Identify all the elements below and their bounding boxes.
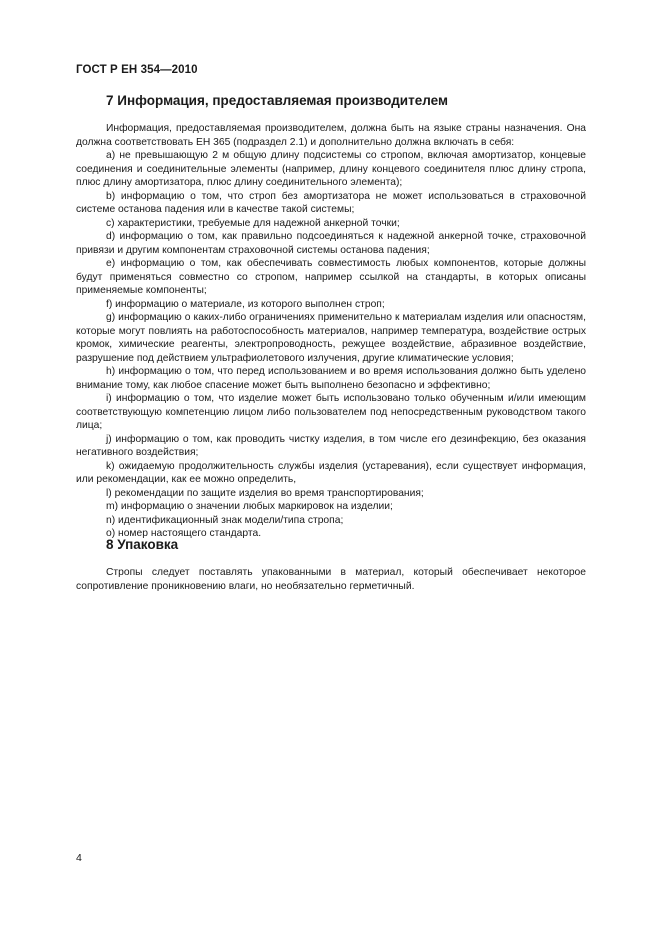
list-item-b: b) информацию о том, что строп без амортизатора не может использоваться в страховочной системе останова падения или в качестве такой системы; — [76, 190, 586, 215]
list-item-d: d) информацию о том, как правильно подсоединяться к надежной анкерной точке, страховочной привязи и другим компонентам страховочной системы останова падения; — [76, 231, 586, 256]
section-8-text: Стропы следует поставлять упакованными в материал, который обеспечивает некоторое сопротивление проникновению влаги, но необязательно герметичный. — [76, 567, 586, 592]
section-7-heading: 7 Информация, предоставляемая производителем — [106, 93, 448, 108]
list-item-l: l) рекомендации по защите изделия во время транспортирования; — [106, 487, 424, 499]
list-item-n: n) идентификационный знак модели/типа стропа; — [106, 514, 344, 526]
list-item-c: c) характеристики, требуемые для надежной анкерной точки; — [106, 217, 400, 229]
section-7-intro: Информация, предоставляемая производителем, должна быть на языке страны назначения. Она должна соответствовать ЕН 365 (подраздел 2.1) и дополнительно должна включать в себя: — [76, 123, 586, 148]
list-item-a: a) не превышающую 2 м общую длину подсистемы со стропом, включая амортизатор, концевые соединения и соединительные элементы (например, длину концевого соединителя плюс длину стропа, плюс длину амортизатора, плюс длину соединительного элемента); — [76, 150, 586, 188]
list-item-h: h) информацию о том, что перед использованием и во время использования должно быть уделено внимание тому, как любое спасение может быть выполнено безопасно и эффективно; — [76, 366, 586, 391]
list-item-e: e) информацию о том, как обеспечивать совместимость любых компонентов, которые должны будут применяться совместно со стропом, например ссылкой на стандарты, в которых описаны применяемые компоненты; — [76, 258, 586, 296]
list-item-i: i) информацию о том, что изделие может быть использовано только обученным и/или имеющим соответствующую компетенцию лицом либо пользователем под непосредственным руководством такого лица; — [76, 393, 586, 431]
list-item-j: j) информацию о том, как проводить чистку изделия, в том числе его дезинфекцию, без оказания негативного воздействия; — [76, 433, 586, 458]
running-title: ГОСТ Р ЕН 354—2010 — [76, 64, 198, 76]
list-item-m: m) информацию о значении любых маркировок на изделии; — [106, 501, 393, 512]
list-item-g: g) информацию о каких-либо ограничениях применительно к материалам изделия или опасностям, которые могут повлиять на работоспособность материалов, например температура, воздействие острых кромок, химические реагенты, электропроводность, режущее воздействие, абразивное воздействие, разрушение под действием ультрафиолетового излучения, другие климатические условия; — [76, 312, 586, 364]
section-8-body — [76, 566, 586, 593]
section-8-heading: 8 Упаковка — [106, 537, 179, 552]
section-7-body — [76, 122, 586, 541]
list-item-f: f) информацию о материале, из которого выполнен строп; — [106, 298, 385, 310]
list-item-k: k) ожидаемую продолжительность службы изделия (устаревания), если существует информация, или рекомендации, как ее можно определить, — [76, 460, 586, 485]
list-item-o: o) номер настоящего стандарта. — [106, 528, 262, 539]
page-number: 4 — [76, 852, 82, 864]
